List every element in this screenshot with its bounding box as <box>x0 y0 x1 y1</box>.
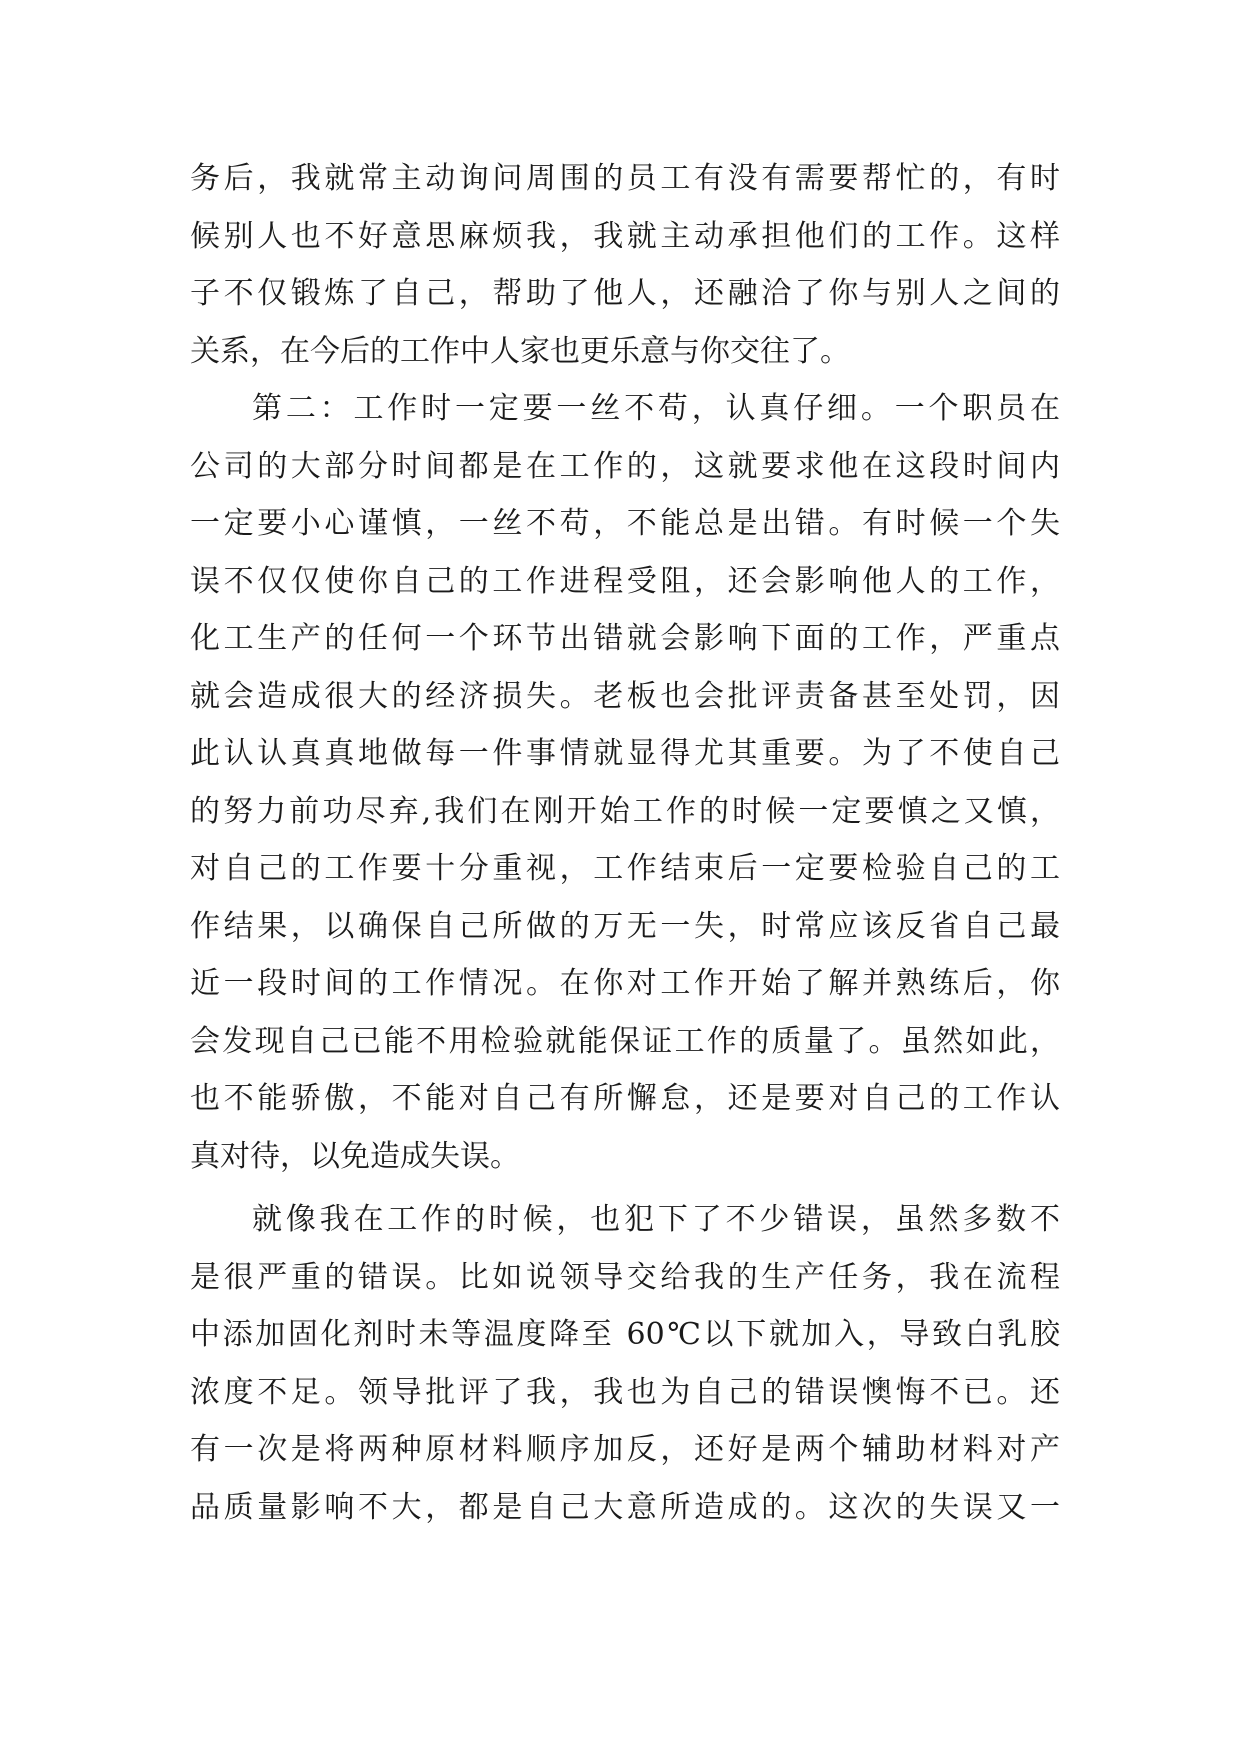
text-line: 也不能骄傲，不能对自己有所懈怠，还是要对自己的工作认 <box>190 1081 1060 1116</box>
text-line: 有一次是将两种原材料顺序加反，还好是两个辅助材料对产 <box>190 1432 1060 1467</box>
text-line: 近一段时间的工作情况。在你对工作开始了解并熟练后，你 <box>190 966 1060 1001</box>
text-line: 品质量影响不大，都是自己大意所造成的。这次的失误又一 <box>190 1489 1060 1525</box>
text-line: 此认认真真地做每一件事情就显得尤其重要。为了不使自己 <box>190 736 1060 771</box>
paragraph-2 <box>190 380 1060 1185</box>
text-line: 真对待，以免造成失误。 <box>190 1138 520 1174</box>
text-line: 对自己的工作要十分重视，工作结束后一定要检验自己的工 <box>190 851 1060 886</box>
text-line: 公司的大部分时间都是在工作的，这就要求他在这段时间内 <box>190 448 1060 484</box>
text-line: 第二：工作时一定要一丝不苟，认真仔细。一个职员在 <box>252 391 1060 426</box>
text-line: 一定要小心谨慎，一丝不苟，不能总是出错。有时候一个失 <box>190 506 1060 541</box>
text-line: 是很严重的错误。比如说领导交给我的生产任务，我在流程 <box>190 1259 1060 1295</box>
text-line: 务后，我就常主动询问周围的员工有没有需要帮忙的，有时 <box>190 161 1060 196</box>
text-line: 子不仅锻炼了自己，帮助了他人，还融洽了你与别人之间的 <box>190 276 1060 311</box>
paragraph-1 <box>190 150 1060 380</box>
document-body <box>190 150 1060 1536</box>
text-line: 就像我在工作的时候，也犯下了不少错误，虽然多数不 <box>252 1202 1060 1237</box>
text-line: 化工生产的任何一个环节出错就会影响下面的工作，严重点 <box>190 621 1060 656</box>
text-line: 误不仅仅使你自己的工作进程受阻，还会影响他人的工作， <box>190 563 1060 599</box>
text-line: 候别人也不好意思麻烦我，我就主动承担他们的工作。这样 <box>190 218 1060 254</box>
paragraph-3 <box>190 1191 1060 1536</box>
text-line: 中添加固化剂时未等温度降至 60℃以下就加入，导致白乳胶 <box>190 1317 1060 1352</box>
text-line: 浓度不足。领导批评了我，我也为自己的错误懊悔不已。还 <box>190 1374 1060 1410</box>
text-line: 作结果，以确保自己所做的万无一失，时常应该反省自己最 <box>190 908 1060 944</box>
text-line: 关系，在今后的工作中人家也更乐意与你交往了。 <box>190 333 850 369</box>
text-line: 的努力前功尽弃,我们在刚开始工作的时候一定要慎之又慎， <box>190 793 1060 829</box>
text-line: 就会造成很大的经济损失。老板也会批评责备甚至处罚，因 <box>190 678 1060 714</box>
text-line: 会发现自己已能不用检验就能保证工作的质量了。虽然如此， <box>190 1023 1060 1059</box>
